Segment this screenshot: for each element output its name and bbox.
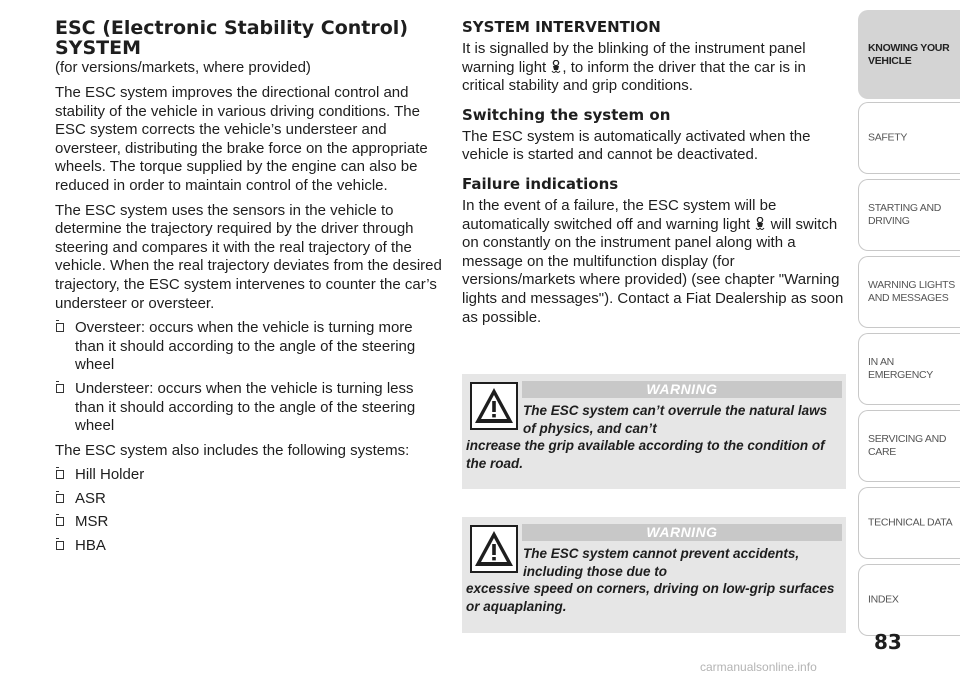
warning-box bbox=[462, 517, 846, 633]
left-column bbox=[55, 18, 445, 562]
tab-starting-and-driving[interactable]: STARTING AND DRIVING bbox=[858, 179, 960, 251]
list-item: Understeer: occurs when the vehicle is turning less than it should according to the angle of the steering wheel bbox=[55, 380, 445, 436]
tab-technical-data[interactable]: TECHNICAL DATA bbox=[858, 487, 960, 559]
warning-text: The ESC system cannot prevent accidents, including those due to excessive speed on corners, driving on low-grip surfaces or aquaplaning. bbox=[466, 546, 835, 614]
page-number: 83 bbox=[874, 630, 902, 654]
steer-list bbox=[55, 319, 445, 436]
warning-label: WARNING bbox=[522, 381, 842, 398]
list-item: Hill Holder bbox=[55, 466, 445, 485]
section-subtitle: (for versions/markets, where provided) bbox=[55, 59, 311, 76]
bullet-icon bbox=[56, 384, 64, 393]
list-item: Oversteer: occurs when the vehicle is turning more than it should according to the angle of the steering wheel bbox=[55, 319, 445, 375]
tab-warning-lights-and-messages[interactable]: WARNING LIGHTS AND MESSAGES bbox=[858, 256, 960, 328]
watermark-text: carmanualsonline.info bbox=[700, 660, 817, 674]
heading-system-intervention: SYSTEM INTERVENTION bbox=[462, 18, 661, 36]
warning-box bbox=[462, 374, 846, 489]
bullet-icon bbox=[56, 517, 64, 526]
warning-text: The ESC system can’t overrule the natural laws of physics, and can’t increase the grip available according to the condition of the road. bbox=[466, 403, 828, 471]
list-item: ASR bbox=[55, 490, 445, 509]
paragraph-intro: The ESC system improves the directional control and stability of the vehicle in various driving conditions. The ESC system corrects the vehicle’s understeer and oversteer, distributing the brake force on the appropriate wheels. The torque supplied by the engine can also be reduced in order to maintain control of the vehicle. bbox=[55, 84, 428, 194]
systems-list bbox=[55, 466, 445, 555]
tab-servicing-and-care[interactable]: SERVICING AND CARE bbox=[858, 410, 960, 482]
tab-knowing-your-vehicle[interactable]: KNOWING YOUR VEHICLE bbox=[858, 10, 960, 99]
right-column bbox=[462, 18, 847, 333]
chapter-tabs bbox=[858, 10, 960, 622]
tab-index[interactable]: INDEX bbox=[858, 564, 960, 636]
heading-switching-on: Switching the system on bbox=[462, 105, 671, 124]
paragraph-switching-on: The ESC system is automatically activated when the vehicle is started and cannot be deactivated. bbox=[462, 127, 811, 164]
bullet-icon bbox=[56, 323, 64, 332]
list-item: HBA bbox=[55, 537, 445, 556]
tab-safety[interactable]: SAFETY bbox=[858, 102, 960, 174]
esc-warning-light-icon bbox=[754, 217, 766, 232]
paragraph-sensors: The ESC system uses the sensors in the vehicle to determine the trajectory required by the driver through steering and compares it with the real trajectory of the vehicle. When the real trajectory deviates from the desired trajectory, the ESC system intervenes to counter the car’s understeer or oversteer. bbox=[55, 201, 442, 312]
paragraph-intervention: It is signalled by the blinking of the instrument panel warning light , to inform the driver that the car is in critical stability and grip conditions. bbox=[462, 40, 806, 95]
tab-in-an-emergency[interactable]: IN AN EMERGENCY bbox=[858, 333, 960, 405]
paragraph-systems: The ESC system also includes the following systems: bbox=[55, 441, 410, 459]
bullet-icon bbox=[56, 494, 64, 503]
bullet-icon bbox=[56, 541, 64, 550]
esc-warning-light-icon bbox=[550, 60, 562, 75]
warning-label: WARNING bbox=[522, 524, 842, 541]
heading-failure-indications: Failure indications bbox=[462, 174, 619, 193]
bullet-icon bbox=[56, 470, 64, 479]
section-title: ESC (Electronic Stability Control) SYSTEM bbox=[55, 17, 409, 59]
list-item: MSR bbox=[55, 513, 445, 532]
paragraph-failure: In the event of a failure, the ESC system will be automatically switched off and warning light will switch on constantly on the instrument panel along with a message on the multifunction display (for versions/markets where provided) (see chapter "Warning lights and messages"). Contact a Fiat Dealership as soon as possible. bbox=[462, 196, 844, 326]
